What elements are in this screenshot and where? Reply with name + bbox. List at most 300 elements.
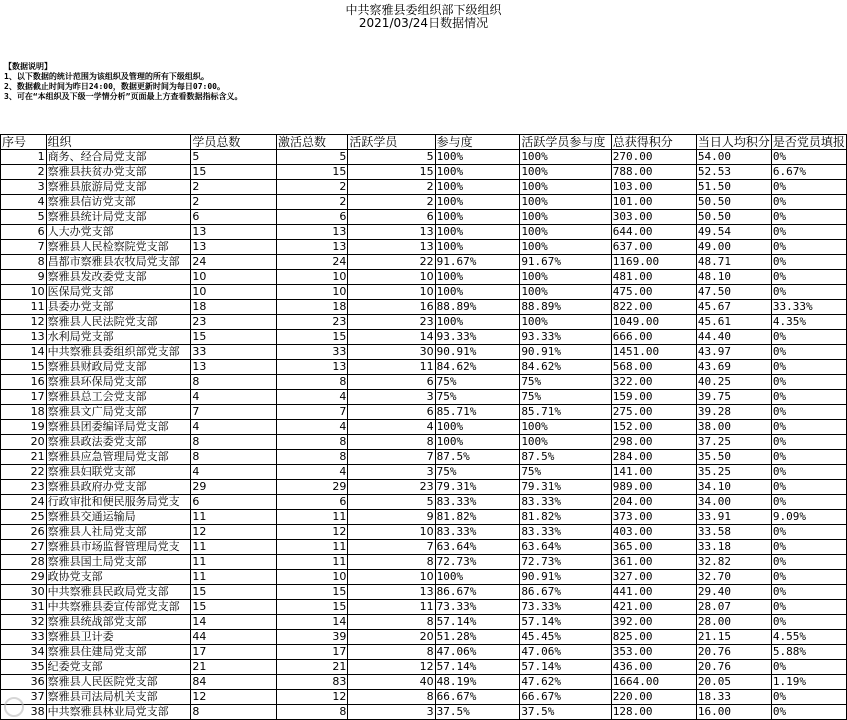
table-cell[interactable]: 8 [276, 450, 347, 465]
table-cell[interactable]: 17 [276, 645, 347, 660]
table-cell[interactable]: 0% [771, 480, 846, 495]
table-cell[interactable]: 10 [276, 570, 347, 585]
table-cell[interactable]: 11 [276, 540, 347, 555]
table-cell[interactable]: 57.14% [435, 615, 520, 630]
table-cell[interactable]: 481.00 [611, 270, 696, 285]
table-cell[interactable]: 35.25 [696, 465, 771, 480]
table-cell[interactable]: 察雅县妇联党支部 [46, 465, 191, 480]
table-cell[interactable]: 13 [276, 360, 347, 375]
table-cell[interactable]: 33.18 [696, 540, 771, 555]
table-cell[interactable]: 4 [191, 420, 277, 435]
table-cell[interactable]: 12 [348, 660, 435, 675]
table-cell[interactable]: 20.76 [696, 645, 771, 660]
table-cell[interactable]: 8 [348, 435, 435, 450]
table-cell[interactable]: 475.00 [611, 285, 696, 300]
table-cell[interactable]: 5 [1, 210, 47, 225]
table-cell[interactable]: 15 [191, 165, 277, 180]
table-cell[interactable]: 0% [771, 345, 846, 360]
table-cell[interactable]: 1451.00 [611, 345, 696, 360]
table-cell[interactable]: 84 [191, 675, 277, 690]
table-cell[interactable]: 100% [435, 420, 520, 435]
column-header[interactable]: 学员总数 [191, 135, 277, 150]
table-cell[interactable]: 284.00 [611, 450, 696, 465]
table-cell[interactable]: 0% [771, 375, 846, 390]
table-cell[interactable]: 373.00 [611, 510, 696, 525]
table-cell[interactable]: 33 [1, 630, 47, 645]
table-cell[interactable]: 28.00 [696, 615, 771, 630]
table-cell[interactable]: 昌都市察雅县农牧局党支部 [46, 255, 191, 270]
table-cell[interactable]: 11 [191, 570, 277, 585]
table-cell[interactable]: 察雅县住建局党支部 [46, 645, 191, 660]
table-cell[interactable]: 11 [191, 510, 277, 525]
table-cell[interactable]: 13 [348, 585, 435, 600]
table-cell[interactable]: 100% [520, 240, 611, 255]
table-cell[interactable]: 13 [191, 225, 277, 240]
table-cell[interactable]: 666.00 [611, 330, 696, 345]
table-cell[interactable]: 6 [348, 405, 435, 420]
table-cell[interactable]: 24 [276, 255, 347, 270]
table-cell[interactable]: 10 [1, 285, 47, 300]
table-cell[interactable]: 100% [520, 210, 611, 225]
table-cell[interactable]: 47.06% [520, 645, 611, 660]
table-cell[interactable]: 52.53 [696, 165, 771, 180]
table-cell[interactable]: 4 [348, 420, 435, 435]
table-cell[interactable]: 35.50 [696, 450, 771, 465]
table-cell[interactable]: 4 [191, 390, 277, 405]
table-cell[interactable]: 75% [435, 390, 520, 405]
table-cell[interactable]: 15 [191, 585, 277, 600]
table-cell[interactable]: 100% [520, 150, 611, 165]
table-cell[interactable]: 43.69 [696, 360, 771, 375]
table-cell[interactable]: 45.61 [696, 315, 771, 330]
table-cell[interactable]: 11 [191, 540, 277, 555]
table-cell[interactable]: 40 [348, 675, 435, 690]
table-cell[interactable]: 8 [348, 690, 435, 705]
table-cell[interactable]: 28 [1, 555, 47, 570]
table-cell[interactable]: 15 [348, 165, 435, 180]
table-cell[interactable]: 51.28% [435, 630, 520, 645]
table-cell[interactable]: 17 [1, 390, 47, 405]
table-cell[interactable]: 403.00 [611, 525, 696, 540]
table-cell[interactable]: 54.00 [696, 150, 771, 165]
table-cell[interactable]: 73.33% [435, 600, 520, 615]
table-cell[interactable]: 1.19% [771, 675, 846, 690]
table-cell[interactable]: 12 [276, 690, 347, 705]
table-cell[interactable]: 人大办党支部 [46, 225, 191, 240]
table-cell[interactable]: 1169.00 [611, 255, 696, 270]
column-header[interactable]: 活跃学员 [348, 135, 435, 150]
table-cell[interactable]: 33.33% [771, 300, 846, 315]
table-cell[interactable]: 5 [348, 495, 435, 510]
table-cell[interactable]: 100% [520, 315, 611, 330]
table-cell[interactable]: 44 [191, 630, 277, 645]
table-cell[interactable]: 90.91% [520, 345, 611, 360]
table-cell[interactable]: 10 [348, 570, 435, 585]
table-cell[interactable]: 察雅县统战部党支部 [46, 615, 191, 630]
table-cell[interactable]: 100% [520, 195, 611, 210]
table-cell[interactable]: 14 [191, 615, 277, 630]
table-cell[interactable]: 15 [191, 600, 277, 615]
table-cell[interactable]: 水利局党支部 [46, 330, 191, 345]
table-cell[interactable]: 18 [1, 405, 47, 420]
table-cell[interactable]: 14 [276, 615, 347, 630]
table-cell[interactable]: 88.89% [435, 300, 520, 315]
table-cell[interactable]: 6 [348, 375, 435, 390]
table-cell[interactable]: 40.25 [696, 375, 771, 390]
table-cell[interactable]: 392.00 [611, 615, 696, 630]
table-cell[interactable]: 5.88% [771, 645, 846, 660]
table-cell[interactable]: 63.64% [520, 540, 611, 555]
table-cell[interactable]: 23 [191, 315, 277, 330]
table-cell[interactable]: 9.09% [771, 510, 846, 525]
table-cell[interactable]: 270.00 [611, 150, 696, 165]
table-cell[interactable]: 21.15 [696, 630, 771, 645]
table-cell[interactable]: 141.00 [611, 465, 696, 480]
table-cell[interactable]: 45.67 [696, 300, 771, 315]
table-cell[interactable]: 察雅县环保局党支部 [46, 375, 191, 390]
table-cell[interactable]: 29 [276, 480, 347, 495]
table-cell[interactable]: 49.00 [696, 240, 771, 255]
table-cell[interactable]: 93.33% [520, 330, 611, 345]
table-cell[interactable]: 12 [191, 525, 277, 540]
table-cell[interactable]: 9 [1, 270, 47, 285]
table-cell[interactable]: 0% [771, 585, 846, 600]
table-cell[interactable]: 66.67% [435, 690, 520, 705]
table-cell[interactable]: 25 [1, 510, 47, 525]
table-cell[interactable]: 11 [1, 300, 47, 315]
table-cell[interactable]: 84.62% [520, 360, 611, 375]
table-cell[interactable]: 28.07 [696, 600, 771, 615]
table-cell[interactable]: 83.33% [520, 495, 611, 510]
table-cell[interactable]: 22 [1, 465, 47, 480]
table-cell[interactable]: 72.73% [435, 555, 520, 570]
table-cell[interactable]: 察雅县发改委党支部 [46, 270, 191, 285]
table-cell[interactable]: 2 [276, 195, 347, 210]
table-cell[interactable]: 0% [771, 255, 846, 270]
table-cell[interactable]: 察雅县人社局党支部 [46, 525, 191, 540]
table-cell[interactable]: 15 [276, 165, 347, 180]
table-cell[interactable]: 8 [276, 375, 347, 390]
table-cell[interactable]: 152.00 [611, 420, 696, 435]
table-cell[interactable]: 11 [348, 360, 435, 375]
table-cell[interactable]: 47.06% [435, 645, 520, 660]
table-cell[interactable]: 100% [435, 150, 520, 165]
table-cell[interactable]: 100% [435, 195, 520, 210]
table-cell[interactable]: 30 [348, 345, 435, 360]
table-cell[interactable]: 18 [191, 300, 277, 315]
table-cell[interactable]: 19 [1, 420, 47, 435]
table-cell[interactable]: 5 [276, 150, 347, 165]
table-cell[interactable]: 县委办党支部 [46, 300, 191, 315]
column-header[interactable]: 总获得积分 [611, 135, 696, 150]
table-cell[interactable]: 8 [191, 450, 277, 465]
table-cell[interactable]: 37.25 [696, 435, 771, 450]
table-cell[interactable]: 9 [348, 510, 435, 525]
table-cell[interactable]: 察雅县统计局党支部 [46, 210, 191, 225]
table-cell[interactable]: 75% [520, 390, 611, 405]
table-cell[interactable]: 0% [771, 240, 846, 255]
table-cell[interactable]: 10 [348, 285, 435, 300]
table-cell[interactable]: 361.00 [611, 555, 696, 570]
table-cell[interactable]: 10 [191, 270, 277, 285]
table-cell[interactable]: 察雅县交通运输局 [46, 510, 191, 525]
table-cell[interactable]: 31 [1, 600, 47, 615]
table-cell[interactable]: 100% [520, 225, 611, 240]
table-cell[interactable]: 0% [771, 555, 846, 570]
table-cell[interactable]: 察雅县文广局党支部 [46, 405, 191, 420]
table-cell[interactable]: 20.76 [696, 660, 771, 675]
table-cell[interactable]: 327.00 [611, 570, 696, 585]
table-cell[interactable]: 353.00 [611, 645, 696, 660]
table-cell[interactable]: 29 [1, 570, 47, 585]
table-cell[interactable]: 34.10 [696, 480, 771, 495]
table-cell[interactable]: 4 [276, 420, 347, 435]
table-cell[interactable]: 0% [771, 435, 846, 450]
table-cell[interactable]: 57.14% [520, 660, 611, 675]
table-cell[interactable]: 35 [1, 660, 47, 675]
table-cell[interactable]: 0% [771, 450, 846, 465]
table-cell[interactable]: 57.14% [435, 660, 520, 675]
table-cell[interactable]: 13 [276, 225, 347, 240]
table-cell[interactable]: 21 [276, 660, 347, 675]
table-cell[interactable]: 中共察雅县委组织部党支部 [46, 345, 191, 360]
table-cell[interactable]: 政协党支部 [46, 570, 191, 585]
table-cell[interactable]: 20 [1, 435, 47, 450]
table-cell[interactable]: 察雅县财政局党支部 [46, 360, 191, 375]
table-cell[interactable]: 8 [191, 435, 277, 450]
table-cell[interactable]: 12 [276, 525, 347, 540]
table-cell[interactable]: 0% [771, 420, 846, 435]
table-cell[interactable]: 3 [1, 180, 47, 195]
table-cell[interactable]: 298.00 [611, 435, 696, 450]
table-cell[interactable]: 23 [276, 315, 347, 330]
table-cell[interactable]: 11 [191, 555, 277, 570]
table-cell[interactable]: 825.00 [611, 630, 696, 645]
table-cell[interactable]: 83.33% [520, 525, 611, 540]
table-cell[interactable]: 纪委党支部 [46, 660, 191, 675]
table-cell[interactable]: 2 [191, 195, 277, 210]
table-cell[interactable]: 24 [191, 255, 277, 270]
table-cell[interactable]: 2 [276, 180, 347, 195]
table-cell[interactable]: 644.00 [611, 225, 696, 240]
table-cell[interactable]: 436.00 [611, 660, 696, 675]
table-cell[interactable]: 3 [348, 390, 435, 405]
table-cell[interactable]: 0% [771, 405, 846, 420]
column-header[interactable]: 活跃学员参与度 [520, 135, 611, 150]
table-cell[interactable]: 100% [520, 420, 611, 435]
table-cell[interactable]: 3 [348, 705, 435, 720]
table-cell[interactable]: 察雅县国土局党支部 [46, 555, 191, 570]
table-cell[interactable]: 48.19% [435, 675, 520, 690]
column-header[interactable]: 是否党员填报 [772, 135, 845, 149]
table-cell[interactable]: 7 [276, 405, 347, 420]
table-cell[interactable]: 察雅县政法委党支部 [46, 435, 191, 450]
table-cell[interactable]: 16.00 [696, 705, 771, 720]
table-cell[interactable]: 11 [276, 510, 347, 525]
table-cell[interactable]: 8 [191, 375, 277, 390]
table-cell[interactable]: 0% [771, 495, 846, 510]
table-cell[interactable]: 83 [276, 675, 347, 690]
table-cell[interactable]: 365.00 [611, 540, 696, 555]
table-cell[interactable]: 45.45% [520, 630, 611, 645]
table-cell[interactable]: 79.31% [520, 480, 611, 495]
table-cell[interactable]: 37 [1, 690, 47, 705]
table-cell[interactable]: 16 [1, 375, 47, 390]
table-cell[interactable]: 0% [771, 360, 846, 375]
table-cell[interactable]: 8 [276, 705, 347, 720]
column-header[interactable]: 激活总数 [276, 135, 347, 150]
table-cell[interactable]: 44.40 [696, 330, 771, 345]
table-cell[interactable]: 23 [348, 480, 435, 495]
table-cell[interactable]: 5 [191, 150, 277, 165]
table-cell[interactable]: 26 [1, 525, 47, 540]
column-header[interactable]: 组织 [46, 135, 191, 150]
table-cell[interactable]: 察雅县卫计委 [46, 630, 191, 645]
table-cell[interactable]: 0% [771, 690, 846, 705]
table-cell[interactable]: 6 [191, 210, 277, 225]
table-cell[interactable]: 37.5% [435, 705, 520, 720]
table-cell[interactable]: 17 [191, 645, 277, 660]
table-cell[interactable]: 察雅县旅游局党支部 [46, 180, 191, 195]
table-cell[interactable]: 14 [1, 345, 47, 360]
table-cell[interactable]: 21 [191, 660, 277, 675]
table-cell[interactable]: 101.00 [611, 195, 696, 210]
table-cell[interactable]: 87.5% [435, 450, 520, 465]
table-cell[interactable]: 33 [191, 345, 277, 360]
table-cell[interactable]: 93.33% [435, 330, 520, 345]
table-cell[interactable]: 15 [191, 330, 277, 345]
table-cell[interactable]: 90.91% [435, 345, 520, 360]
table-cell[interactable]: 48.71 [696, 255, 771, 270]
table-cell[interactable]: 57.14% [520, 615, 611, 630]
table-cell[interactable]: 27 [1, 540, 47, 555]
table-cell[interactable]: 中共察雅县林业局党支部 [46, 705, 191, 720]
table-cell[interactable]: 4.55% [771, 630, 846, 645]
table-cell[interactable]: 38.00 [696, 420, 771, 435]
table-cell[interactable]: 128.00 [611, 705, 696, 720]
table-cell[interactable]: 2 [348, 180, 435, 195]
table-cell[interactable]: 22 [348, 255, 435, 270]
table-cell[interactable]: 49.54 [696, 225, 771, 240]
table-cell[interactable]: 11 [276, 555, 347, 570]
table-cell[interactable]: 7 [191, 405, 277, 420]
table-cell[interactable]: 100% [435, 435, 520, 450]
table-cell[interactable]: 75% [520, 375, 611, 390]
table-cell[interactable]: 79.31% [435, 480, 520, 495]
table-cell[interactable]: 30 [1, 585, 47, 600]
table-cell[interactable]: 11 [348, 600, 435, 615]
table-cell[interactable]: 441.00 [611, 585, 696, 600]
table-cell[interactable]: 7 [1, 240, 47, 255]
table-cell[interactable]: 商务、经合局党支部 [46, 150, 191, 165]
table-cell[interactable]: 75% [435, 375, 520, 390]
table-cell[interactable]: 100% [435, 165, 520, 180]
table-cell[interactable]: 13 [1, 330, 47, 345]
table-cell[interactable]: 36 [1, 675, 47, 690]
table-cell[interactable]: 中共察雅县委宣传部党支部 [46, 600, 191, 615]
table-cell[interactable]: 20 [348, 630, 435, 645]
table-cell[interactable]: 47.50 [696, 285, 771, 300]
table-cell[interactable]: 1049.00 [611, 315, 696, 330]
table-cell[interactable]: 10 [348, 525, 435, 540]
table-cell[interactable]: 20.05 [696, 675, 771, 690]
table-cell[interactable]: 50.50 [696, 195, 771, 210]
table-cell[interactable]: 察雅县司法局机关支部 [46, 690, 191, 705]
table-cell[interactable]: 10 [191, 285, 277, 300]
table-cell[interactable]: 303.00 [611, 210, 696, 225]
table-cell[interactable]: 32.70 [696, 570, 771, 585]
table-cell[interactable]: 14 [348, 330, 435, 345]
table-cell[interactable]: 39.28 [696, 405, 771, 420]
table-cell[interactable]: 4.35% [771, 315, 846, 330]
table-cell[interactable]: 察雅县市场监督管理局党支 [46, 540, 191, 555]
table-cell[interactable]: 85.71% [435, 405, 520, 420]
table-cell[interactable]: 5 [348, 150, 435, 165]
table-cell[interactable]: 159.00 [611, 390, 696, 405]
table-cell[interactable]: 18 [276, 300, 347, 315]
table-cell[interactable]: 83.33% [435, 495, 520, 510]
table-cell[interactable]: 86.67% [520, 585, 611, 600]
table-cell[interactable]: 0% [771, 150, 846, 165]
table-cell[interactable]: 100% [520, 435, 611, 450]
table-cell[interactable]: 13 [348, 225, 435, 240]
table-cell[interactable]: 医保局党支部 [46, 285, 191, 300]
table-cell[interactable]: 察雅县人民医院党支部 [46, 675, 191, 690]
table-cell[interactable]: 83.33% [435, 525, 520, 540]
table-cell[interactable]: 10 [348, 270, 435, 285]
table-cell[interactable]: 100% [435, 270, 520, 285]
table-cell[interactable]: 32.82 [696, 555, 771, 570]
table-cell[interactable]: 6.67% [771, 165, 846, 180]
table-cell[interactable]: 43.97 [696, 345, 771, 360]
table-cell[interactable]: 13 [191, 360, 277, 375]
table-cell[interactable]: 0% [771, 600, 846, 615]
table-cell[interactable]: 察雅县应急管理局党支部 [46, 450, 191, 465]
table-cell[interactable]: 48.10 [696, 270, 771, 285]
table-cell[interactable]: 7 [348, 450, 435, 465]
table-cell[interactable]: 13 [191, 240, 277, 255]
table-cell[interactable]: 100% [435, 240, 520, 255]
table-cell[interactable]: 10 [276, 285, 347, 300]
table-cell[interactable]: 421.00 [611, 600, 696, 615]
table-cell[interactable]: 12 [1, 315, 47, 330]
table-cell[interactable]: 2 [348, 195, 435, 210]
table-cell[interactable]: 788.00 [611, 165, 696, 180]
table-cell[interactable]: 23 [348, 315, 435, 330]
table-cell[interactable]: 8 [348, 645, 435, 660]
table-cell[interactable]: 51.50 [696, 180, 771, 195]
table-cell[interactable]: 33.91 [696, 510, 771, 525]
table-cell[interactable]: 8 [348, 615, 435, 630]
table-cell[interactable]: 4 [1, 195, 47, 210]
table-cell[interactable]: 100% [520, 165, 611, 180]
table-cell[interactable]: 568.00 [611, 360, 696, 375]
table-cell[interactable]: 察雅县政府办党支部 [46, 480, 191, 495]
table-cell[interactable]: 行政审批和便民服务局党支 [46, 495, 191, 510]
table-cell[interactable]: 91.67% [520, 255, 611, 270]
table-cell[interactable]: 100% [435, 180, 520, 195]
table-cell[interactable]: 989.00 [611, 480, 696, 495]
table-cell[interactable]: 0% [771, 180, 846, 195]
table-cell[interactable]: 7 [348, 540, 435, 555]
column-header[interactable]: 参与度 [435, 135, 520, 150]
table-cell[interactable]: 8 [191, 705, 277, 720]
table-cell[interactable]: 0% [771, 615, 846, 630]
table-cell[interactable]: 0% [771, 525, 846, 540]
table-cell[interactable]: 4 [276, 390, 347, 405]
table-cell[interactable]: 23 [1, 480, 47, 495]
table-cell[interactable]: 3 [348, 465, 435, 480]
